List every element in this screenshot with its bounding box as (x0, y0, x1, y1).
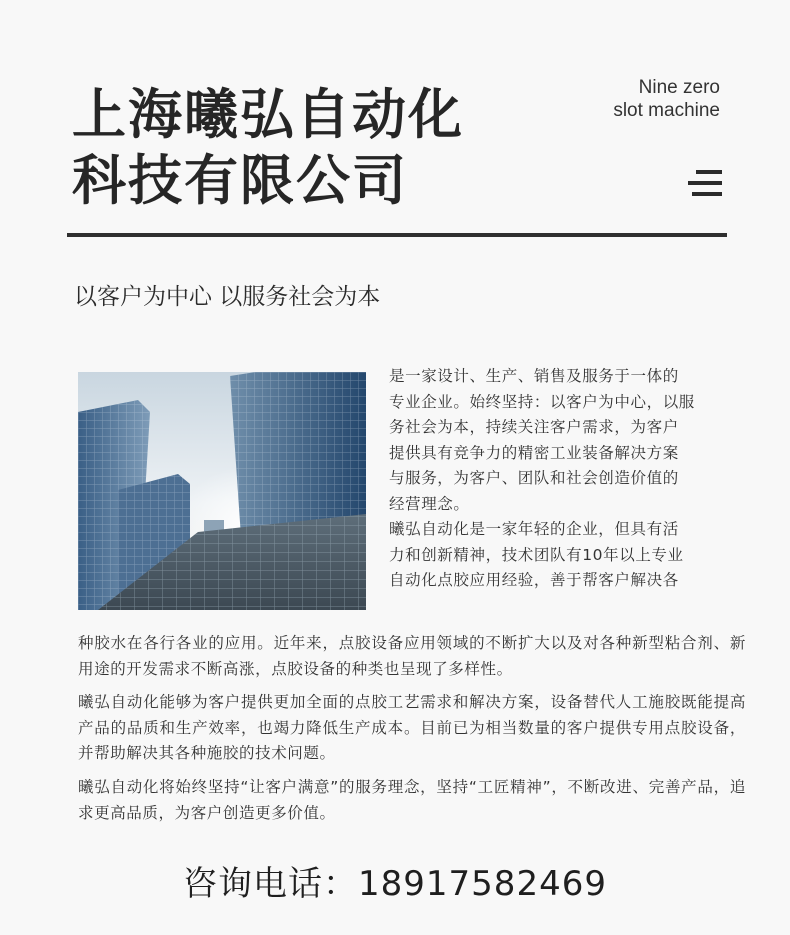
menu-bar-middle (688, 181, 722, 185)
paragraph-3: 曦弘自动化能够为客户提供更加全面的点胶工艺需求和解决方案，设备替代人工施胶既能提高产品的品质和生产效率，也竭力降低生产成本。目前已为相当数量的客户提供专用点胶设备，并帮助解决其各种施胶的技术问题。 (78, 693, 746, 762)
text-line: 务社会为本，持续关注客户需求，为客户 (389, 418, 679, 436)
intro-paragraph (389, 364, 747, 594)
text-line: 力和创新精神，技术团队有10年以上专业 (389, 545, 684, 564)
header-divider (67, 233, 727, 237)
text-line: 经营理念。 (389, 494, 470, 513)
text-line: 与服务，为客户、团队和社会创造价值的 (389, 469, 679, 487)
company-title-line-2: 科技有限公司 (72, 149, 408, 212)
english-tagline-line-2: slot machine (613, 100, 720, 121)
menu-bar-bottom (692, 192, 722, 196)
text-line: 自动化点胶应用经验，善于帮客户解决各 (389, 571, 679, 589)
english-tagline (613, 76, 720, 122)
text-line: 曦弘自动化是一家年轻的企业，但具有活 (389, 520, 679, 538)
company-slogan: 以客户为中心 以服务社会为本 (74, 284, 381, 310)
text-line: 专业企业。始终坚持：以客户为中心，以服 (389, 392, 695, 411)
company-title (72, 82, 464, 214)
text-line: 是一家设计、生产、销售及服务于一体的 (389, 367, 679, 385)
hamburger-menu-icon[interactable] (688, 170, 722, 198)
paragraph-2-continued: 种胶水在各行各业的应用。近年来，点胶设备应用领域的不断扩大以及对各种新型粘合剂、新用途的开发需求不断高涨，点胶设备的种类也呈现了多样性。 (78, 634, 746, 678)
skyscraper-illustration (78, 372, 366, 610)
paragraph-4: 曦弘自动化将始终坚持“让客户满意”的服务理念，坚持“工匠精神”，不断改进、完善产品，追求更高品质，为客户创造更多价值。 (78, 778, 746, 822)
skyscraper-photo (78, 372, 366, 610)
english-tagline-line-1: Nine zero (638, 77, 720, 98)
company-title-line-1: 上海曦弘自动化 (72, 83, 464, 146)
contact-phone[interactable]: 咨询电话：18917582469 (183, 864, 607, 904)
text-line: 提供具有竞争力的精密工业装备解决方案 (389, 443, 679, 462)
menu-bar-top (696, 170, 722, 174)
